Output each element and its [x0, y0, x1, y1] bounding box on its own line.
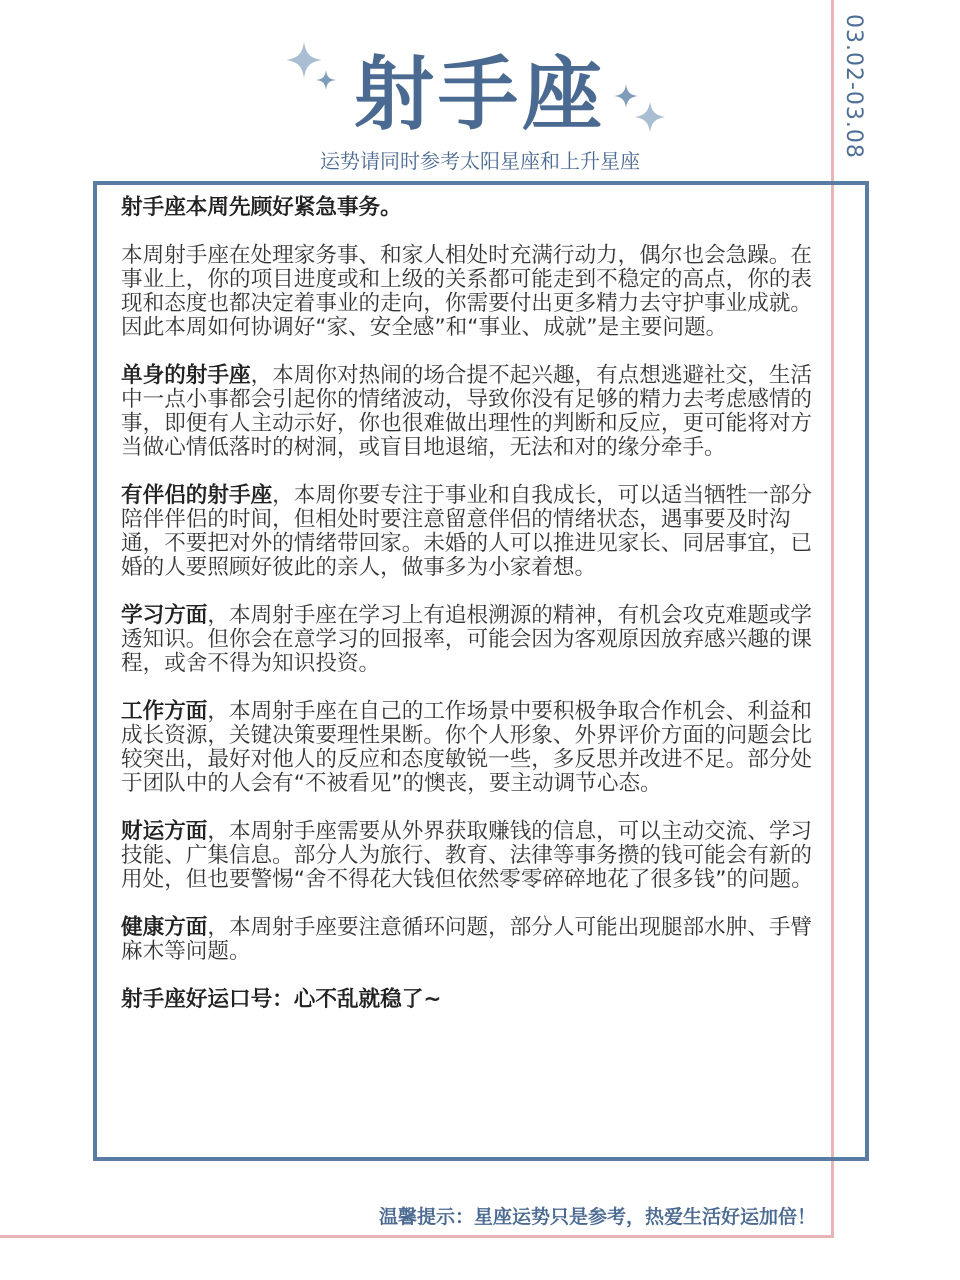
section-text: ，本周射手座在学习上有追根溯源的精神，有机会攻克难题或学透知识。但你会在意学习的回报率，可能会因为客观原因放弃感兴趣的课程，或舍不得为知识投资。: [121, 603, 813, 676]
section-text: ，本周你要专注于事业和自我成长，可以适当牺牲一部分陪伴伴侣的时间，但相处时要注意留意伴侣的情绪状态，遇事要及时沟通，不要把对外的情绪带回家。未婚的人可以推进见家长、同居事宜，已婚的人要照顾好彼此的亲人，做事多为小家着想。: [121, 483, 813, 580]
section-study: [121, 604, 817, 676]
section-label: 学习方面: [121, 603, 208, 628]
section-partnered: [121, 484, 817, 580]
article-body: [121, 196, 817, 1036]
page-title: 射手座: [354, 48, 606, 141]
date-range: 03.02-03.08: [841, 14, 866, 159]
section-label: 财运方面: [121, 819, 208, 844]
section-text: ，本周你对热闹的场合提不起兴趣，有点想逃避社交，生活中一点小事都会引起你的情绪波动，导致你没有足够的精力去考虑感情的事，即便有人主动示好，你也很难做出理性的判断和反应，更可能将对方当做心情低落时的树洞，或盲目地退缩，无法和对的缘分牵手。: [121, 363, 813, 460]
page-subtitle: 运势请同时参考太阳星座和上升星座: [320, 149, 640, 173]
section-single: [121, 364, 817, 460]
intro-paragraph: 本周射手座在处理家务事、和家人相处时充满行动力，偶尔也会急躁。在事业上，你的项目进度或和上级的关系都可能走到不稳定的高点，你的表现和态度也都决定着事业的走向，你需要付出更多精力去守护事业成就。因此本周如何协调好“家、安全感”和“事业、成就”是主要问题。: [121, 243, 813, 340]
section-label: 单身的射手座: [121, 363, 251, 388]
slogan: 射手座好运口号：心不乱就稳了~: [121, 987, 442, 1012]
section-work: [121, 700, 817, 796]
section-label: 有伴侣的射手座: [121, 483, 273, 508]
footer-tip: 温馨提示：星座运势只是参考，热爱生活好运加倍！: [378, 1206, 816, 1228]
intro-heading: 射手座本周先顾好紧急事务。: [121, 195, 402, 220]
section-text: ，本周射手座要注意循环问题，部分人可能出现腿部水肿、手臂麻木等问题。: [121, 915, 813, 964]
section-wealth: [121, 820, 817, 892]
decorative-horizontal-line: [0, 1235, 834, 1238]
section-label: 工作方面: [121, 699, 208, 724]
section-text: ，本周射手座在自己的工作场景中要积极争取合作机会、利益和成长资源，关键决策要理性果断。你个人形象、外界评价方面的问题会比较突出，最好对他人的反应和态度敏锐一些，多反思并改进不足。部分处于团队中的人会有“不被看见”的懊丧，要主动调节心态。: [121, 699, 813, 796]
section-label: 健康方面: [121, 915, 208, 940]
section-text: ，本周射手座需要从外界获取赚钱的信息，可以主动交流、学习技能、广集信息。部分人为旅行、教育、法律等事务攒的钱可能会有新的用处，但也要警惕“舍不得花大钱但依然零零碎碎地花了很多钱”的问题。: [121, 819, 813, 892]
section-health: [121, 916, 817, 964]
